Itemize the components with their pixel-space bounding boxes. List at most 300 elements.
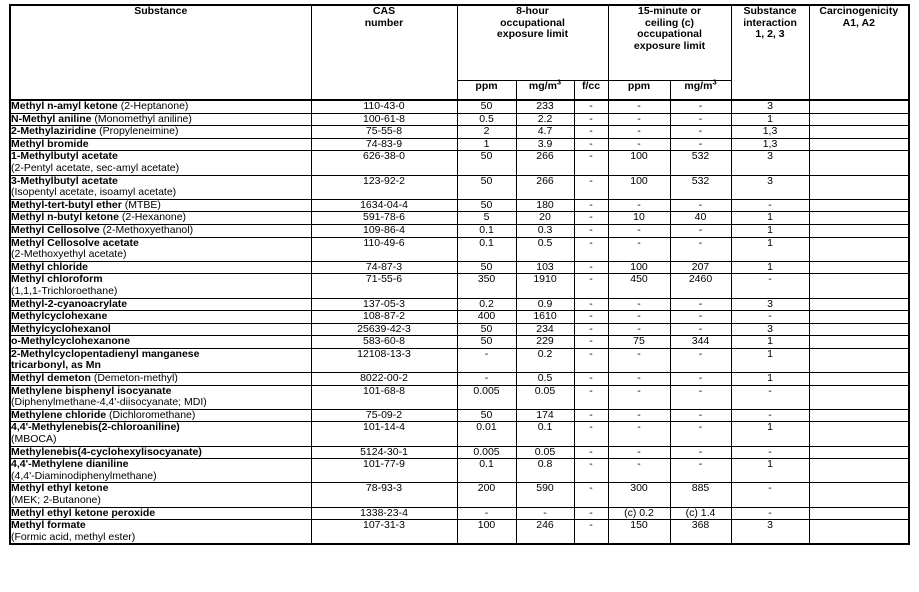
cell-carcinogenicity: [809, 274, 909, 298]
cell-mgm3-8hour: 103: [516, 261, 574, 274]
cell-mgm3-15min: -: [670, 126, 731, 139]
cell-substance-interaction: 3: [731, 100, 809, 113]
cell-ppm-8hour: 1: [457, 138, 516, 151]
cell-substance: [10, 237, 311, 261]
cell-ppm-15min: -: [608, 224, 670, 237]
cell-ppm-15min: -: [608, 348, 670, 372]
table-row: [10, 151, 909, 175]
cell-ppm-15min: 150: [608, 520, 670, 545]
mgm3-8hour-exponent: 3: [556, 77, 562, 87]
cell-carcinogenicity: [809, 483, 909, 507]
substance-name: Methyl bromide: [11, 137, 89, 150]
table-row: [10, 224, 909, 237]
cell-mgm3-15min: -: [670, 311, 731, 324]
cell-substance-interaction: 3: [731, 298, 809, 311]
cell-carcinogenicity: [809, 409, 909, 422]
col-header-15min-line4: exposure limit: [633, 39, 706, 52]
cell-substance-interaction: 3: [731, 151, 809, 175]
table-header: [10, 5, 909, 100]
cell-ppm-8hour: 50: [457, 199, 516, 212]
cell-fcc: -: [574, 336, 608, 349]
cell-ppm-8hour: 0.005: [457, 385, 516, 409]
cell-ppm-15min: -: [608, 298, 670, 311]
cell-carcinogenicity: [809, 199, 909, 212]
cell-substance: [10, 311, 311, 324]
cell-fcc: -: [574, 175, 608, 199]
table-row: [10, 446, 909, 459]
cell-substance: [10, 323, 311, 336]
cell-carcinogenicity: [809, 520, 909, 545]
col-header-interaction: [731, 5, 809, 100]
cell-mgm3-15min: -: [670, 224, 731, 237]
cell-ppm-8hour: 50: [457, 261, 516, 274]
substance-name: Methyl Cellosolve: [11, 223, 100, 236]
mgm3-15min-text: mg/m: [684, 80, 713, 92]
cell-substance-interaction: 1: [731, 261, 809, 274]
cell-ppm-15min: 75: [608, 336, 670, 349]
cell-mgm3-8hour: 180: [516, 199, 574, 212]
cell-substance-interaction: 1: [731, 348, 809, 372]
exposure-limits-table: [9, 4, 910, 545]
cell-fcc: -: [574, 151, 608, 175]
table-row: [10, 520, 909, 545]
cell-carcinogenicity: [809, 261, 909, 274]
cell-mgm3-15min: -: [670, 113, 731, 126]
cell-fcc: -: [574, 224, 608, 237]
cell-fcc: -: [574, 422, 608, 446]
cell-mgm3-15min: (c) 1.4: [670, 507, 731, 520]
cell-substance: [10, 113, 311, 126]
cell-ppm-8hour: 50: [457, 100, 516, 113]
cell-ppm-15min: 100: [608, 261, 670, 274]
substance-name: Methyl Cellosolve acetate: [11, 236, 139, 249]
cell-substance: [10, 298, 311, 311]
cell-ppm-15min: (c) 0.2: [608, 507, 670, 520]
cell-mgm3-8hour: 0.05: [516, 446, 574, 459]
cell-mgm3-8hour: 0.3: [516, 224, 574, 237]
cell-substance-interaction: -: [731, 385, 809, 409]
cell-ppm-15min: -: [608, 237, 670, 261]
cell-substance-interaction: -: [731, 507, 809, 520]
cell-substance: [10, 446, 311, 459]
cell-cas-number: 101-68-8: [311, 385, 457, 409]
cell-ppm-15min: 10: [608, 212, 670, 225]
cell-substance-interaction: 1: [731, 422, 809, 446]
table-row: [10, 237, 909, 261]
cell-substance: [10, 224, 311, 237]
cell-fcc: -: [574, 274, 608, 298]
cell-mgm3-8hour: 0.5: [516, 373, 574, 386]
col-header-15min-line1: 15-minute or: [638, 5, 702, 17]
cell-ppm-8hour: 400: [457, 311, 516, 324]
cell-substance: [10, 138, 311, 151]
cell-mgm3-8hour: 174: [516, 409, 574, 422]
cell-fcc: -: [574, 113, 608, 126]
cell-carcinogenicity: [809, 311, 909, 324]
cell-mgm3-15min: 368: [670, 520, 731, 545]
cell-cas-number: 101-14-4: [311, 422, 457, 446]
cell-cas-number: 626-38-0: [311, 151, 457, 175]
cell-mgm3-15min: 532: [670, 175, 731, 199]
substance-synonym: (2-Heptanone): [117, 100, 189, 112]
cell-cas-number: 591-78-6: [311, 212, 457, 225]
cell-mgm3-8hour: 20: [516, 212, 574, 225]
table-row: [10, 385, 909, 409]
cell-ppm-8hour: 50: [457, 175, 516, 199]
cell-cas-number: 74-83-9: [311, 138, 457, 151]
cell-ppm-15min: -: [608, 126, 670, 139]
cell-fcc: -: [574, 126, 608, 139]
col-header-carcinogenicity: [809, 5, 909, 100]
cell-fcc: -: [574, 237, 608, 261]
col-header-8hour-line2: occupational: [500, 16, 565, 29]
cell-fcc: -: [574, 323, 608, 336]
substance-name: 2-Methylaziridine: [11, 125, 97, 138]
cell-cas-number: 137-05-3: [311, 298, 457, 311]
header-group-row: [10, 5, 909, 81]
cell-ppm-8hour: 0.005: [457, 446, 516, 459]
col-header-carcinogenicity-line2: A1, A2: [842, 16, 875, 29]
cell-mgm3-15min: -: [670, 298, 731, 311]
cell-ppm-15min: -: [608, 199, 670, 212]
cell-mgm3-8hour: 4.7: [516, 126, 574, 139]
substance-synonym-line2: (2-Methoxyethyl acetate): [11, 248, 127, 261]
table-row: [10, 274, 909, 298]
cell-ppm-8hour: 50: [457, 336, 516, 349]
cell-mgm3-8hour: 233: [516, 100, 574, 113]
cell-ppm-8hour: 0.01: [457, 422, 516, 446]
cell-mgm3-8hour: 0.8: [516, 459, 574, 483]
cell-mgm3-8hour: 2.2: [516, 113, 574, 126]
substance-name: Methylene chloride: [11, 408, 107, 421]
cell-cas-number: 1634-04-4: [311, 199, 457, 212]
cell-cas-number: 1338-23-4: [311, 507, 457, 520]
cell-mgm3-8hour: 266: [516, 151, 574, 175]
substance-synonym: (Demeton-methyl): [90, 372, 178, 385]
substance-name: Methyl demeton: [11, 372, 91, 385]
cell-substance: [10, 212, 311, 225]
col-header-8hour: [457, 5, 608, 81]
table-row: [10, 261, 909, 274]
table-row: [10, 422, 909, 446]
cell-carcinogenicity: [809, 126, 909, 139]
cell-ppm-15min: 450: [608, 274, 670, 298]
cell-carcinogenicity: [809, 298, 909, 311]
cell-mgm3-8hour: 1610: [516, 311, 574, 324]
cell-ppm-8hour: -: [457, 348, 516, 372]
col-header-carcinogenicity-line1: Carcinogenicity: [819, 5, 899, 17]
col-header-interaction-line3: 1, 2, 3: [755, 28, 785, 41]
cell-mgm3-15min: -: [670, 422, 731, 446]
cell-carcinogenicity: [809, 336, 909, 349]
table-row: [10, 138, 909, 151]
substance-name: Methyl n-amyl ketone: [11, 100, 118, 112]
substance-name: 4,4'-Methylenebis(2-chloroaniline): [11, 421, 180, 434]
cell-mgm3-8hour: 0.1: [516, 422, 574, 446]
substance-name: 2-Methylcyclopentadienyl manganese: [11, 347, 200, 360]
cell-ppm-15min: 100: [608, 175, 670, 199]
cell-cas-number: 110-43-0: [311, 100, 457, 113]
cell-mgm3-15min: -: [670, 199, 731, 212]
substance-synonym: (Monomethyl aniline): [91, 112, 192, 125]
col-header-15min: [608, 5, 731, 81]
table-row: [10, 175, 909, 199]
substance-name: Methyl ethyl ketone peroxide: [11, 506, 156, 519]
cell-ppm-8hour: 50: [457, 323, 516, 336]
cell-carcinogenicity: [809, 385, 909, 409]
substance-name: o-Methylcyclohexanone: [11, 335, 131, 348]
cell-cas-number: 25639-42-3: [311, 323, 457, 336]
col-header-8hour-line3: exposure limit: [496, 28, 569, 41]
cell-carcinogenicity: [809, 422, 909, 446]
cell-fcc: -: [574, 507, 608, 520]
cell-substance: [10, 336, 311, 349]
col-header-substance-label: Substance: [134, 5, 188, 17]
substance-synonym: (2-Hexanone): [118, 211, 187, 224]
cell-fcc: -: [574, 373, 608, 386]
cell-ppm-8hour: 100: [457, 520, 516, 545]
substance-synonym: (MTBE): [121, 198, 161, 211]
cell-substance-interaction: 3: [731, 520, 809, 545]
cell-ppm-8hour: 50: [457, 409, 516, 422]
substance-synonym-line2: (Formic acid, methyl ester): [11, 530, 136, 543]
substance-synonym: (2-Methoxyethanol): [99, 223, 194, 236]
cell-mgm3-15min: -: [670, 409, 731, 422]
cell-substance: [10, 459, 311, 483]
cell-substance-interaction: 1: [731, 237, 809, 261]
cell-substance: [10, 422, 311, 446]
cell-mgm3-8hour: 0.9: [516, 298, 574, 311]
col-header-15min-line3: occupational: [637, 28, 702, 41]
cell-substance: [10, 151, 311, 175]
cell-mgm3-8hour: 3.9: [516, 138, 574, 151]
cell-carcinogenicity: [809, 237, 909, 261]
cell-substance-interaction: 1: [731, 113, 809, 126]
cell-cas-number: 71-55-6: [311, 274, 457, 298]
substance-name: Methylene bisphenyl isocyanate: [11, 384, 172, 397]
col-header-substance: [10, 5, 311, 100]
substance-name: Methylcyclohexane: [11, 310, 108, 323]
mgm3-8hour-text: mg/m: [528, 80, 557, 92]
cell-ppm-15min: -: [608, 373, 670, 386]
table-row: [10, 483, 909, 507]
cell-cas-number: 75-09-2: [311, 409, 457, 422]
cell-substance: [10, 520, 311, 545]
cell-fcc: -: [574, 348, 608, 372]
cell-cas-number: 5124-30-1: [311, 446, 457, 459]
cell-ppm-8hour: -: [457, 507, 516, 520]
cell-substance: [10, 385, 311, 409]
table-row: [10, 126, 909, 139]
cell-cas-number: 109-86-4: [311, 224, 457, 237]
substance-name: 4,4'-Methylene dianiline: [11, 458, 129, 471]
cell-mgm3-15min: -: [670, 100, 731, 113]
cell-fcc: -: [574, 385, 608, 409]
cell-mgm3-15min: 207: [670, 261, 731, 274]
substance-synonym-line2: (MBOCA): [11, 433, 57, 446]
cell-mgm3-15min: -: [670, 385, 731, 409]
cell-mgm3-15min: -: [670, 348, 731, 372]
cell-mgm3-15min: -: [670, 446, 731, 459]
substance-synonym: (Dichloromethane): [106, 408, 196, 421]
cell-cas-number: 8022-00-2: [311, 373, 457, 386]
cell-mgm3-15min: 2460: [670, 274, 731, 298]
cell-fcc: -: [574, 409, 608, 422]
cell-mgm3-15min: 344: [670, 336, 731, 349]
cell-carcinogenicity: [809, 224, 909, 237]
substance-name: Methyl chloroform: [11, 273, 103, 286]
cell-mgm3-15min: -: [670, 237, 731, 261]
cell-mgm3-8hour: 0.2: [516, 348, 574, 372]
cell-substance: [10, 199, 311, 212]
substance-name: 1-Methylbutyl acetate: [11, 150, 118, 163]
cell-mgm3-8hour: -: [516, 507, 574, 520]
cell-mgm3-8hour: 234: [516, 323, 574, 336]
table-row: [10, 336, 909, 349]
cell-ppm-15min: 100: [608, 151, 670, 175]
table-body: [10, 100, 909, 544]
cell-cas-number: 108-87-2: [311, 311, 457, 324]
cell-substance-interaction: 1: [731, 224, 809, 237]
cell-fcc: -: [574, 483, 608, 507]
substance-name: Methyl-tert-butyl ether: [11, 198, 122, 211]
cell-carcinogenicity: [809, 175, 909, 199]
cell-carcinogenicity: [809, 507, 909, 520]
cell-substance: [10, 507, 311, 520]
cell-ppm-8hour: 0.2: [457, 298, 516, 311]
cell-ppm-8hour: 5: [457, 212, 516, 225]
substance-synonym-line2: (4,4'-Diaminodiphenylmethane): [11, 469, 157, 482]
cell-cas-number: 12108-13-3: [311, 348, 457, 372]
col-header-cas-line2: number: [364, 16, 404, 29]
cell-cas-number: 78-93-3: [311, 483, 457, 507]
substance-name: 3-Methylbutyl acetate: [11, 174, 118, 187]
cell-mgm3-15min: -: [670, 323, 731, 336]
cell-fcc: -: [574, 138, 608, 151]
table-row: [10, 298, 909, 311]
cell-mgm3-8hour: 590: [516, 483, 574, 507]
cell-ppm-8hour: 350: [457, 274, 516, 298]
cell-substance: [10, 261, 311, 274]
table-row: [10, 459, 909, 483]
col-header-interaction-line1: Substance: [743, 5, 797, 17]
cell-fcc: -: [574, 100, 608, 113]
table-row: [10, 311, 909, 324]
table-row: [10, 100, 909, 113]
cell-carcinogenicity: [809, 459, 909, 483]
col-header-15min-line2: ceiling (c): [645, 16, 695, 29]
substance-synonym-line2: (Diphenylmethane-4,4'-diisocyanate; MDI): [11, 396, 207, 409]
cell-carcinogenicity: [809, 446, 909, 459]
cell-carcinogenicity: [809, 373, 909, 386]
cell-carcinogenicity: [809, 100, 909, 113]
substance-synonym: (Propyleneimine): [96, 125, 179, 138]
cell-cas-number: 123-92-2: [311, 175, 457, 199]
cell-substance-interaction: 1,3: [731, 138, 809, 151]
cell-substance: [10, 175, 311, 199]
substance-synonym-line2: (1,1,1-Trichloroethane): [11, 284, 118, 297]
col-header-mgm3-8hour: [516, 77, 574, 101]
cell-carcinogenicity: [809, 348, 909, 372]
cell-mgm3-15min: -: [670, 373, 731, 386]
substance-name: Methyl chloride: [11, 260, 89, 273]
cell-cas-number: 107-31-3: [311, 520, 457, 545]
substance-synonym-line2: tricarbonyl, as Mn: [11, 359, 101, 372]
substance-name: Methyl formate: [11, 519, 86, 532]
cell-ppm-8hour: 2: [457, 126, 516, 139]
table-row: [10, 212, 909, 225]
cell-substance-interaction: -: [731, 199, 809, 212]
substance-synonym-line2: (2-Pentyl acetate, sec-amyl acetate): [11, 161, 180, 174]
cell-fcc: -: [574, 298, 608, 311]
cell-cas-number: 110-49-6: [311, 237, 457, 261]
cell-mgm3-8hour: 1910: [516, 274, 574, 298]
substance-name: Methyl n-butyl ketone: [11, 211, 119, 224]
table-row: [10, 348, 909, 372]
cell-ppm-15min: -: [608, 459, 670, 483]
cell-ppm-15min: -: [608, 138, 670, 151]
cell-cas-number: 100-61-8: [311, 113, 457, 126]
cell-substance: [10, 100, 311, 113]
cell-carcinogenicity: [809, 113, 909, 126]
col-header-ppm-15min: ppm: [608, 81, 670, 101]
cell-fcc: -: [574, 199, 608, 212]
cell-ppm-8hour: 0.1: [457, 224, 516, 237]
cell-substance: [10, 409, 311, 422]
col-header-cas: [311, 5, 457, 100]
cell-substance: [10, 126, 311, 139]
cell-ppm-8hour: 50: [457, 151, 516, 175]
substance-name: N-Methyl aniline: [11, 112, 92, 125]
cell-mgm3-8hour: 0.5: [516, 237, 574, 261]
substance-name: Methyl-2-cyanoacrylate: [11, 297, 128, 310]
col-header-interaction-line2: interaction: [743, 16, 797, 29]
cell-ppm-8hour: 0.1: [457, 237, 516, 261]
cell-mgm3-8hour: 0.05: [516, 385, 574, 409]
col-header-8hour-line1: 8-hour: [516, 5, 549, 17]
cell-substance-interaction: 1: [731, 336, 809, 349]
cell-fcc: -: [574, 212, 608, 225]
cell-substance-interaction: -: [731, 409, 809, 422]
cell-mgm3-8hour: 229: [516, 336, 574, 349]
cell-ppm-8hour: 200: [457, 483, 516, 507]
table-row: [10, 373, 909, 386]
cell-mgm3-15min: 885: [670, 483, 731, 507]
cell-mgm3-15min: -: [670, 459, 731, 483]
cell-ppm-8hour: -: [457, 373, 516, 386]
cell-ppm-8hour: 0.1: [457, 459, 516, 483]
cell-ppm-15min: -: [608, 100, 670, 113]
cell-substance: [10, 348, 311, 372]
cell-ppm-15min: -: [608, 422, 670, 446]
substance-name: Methyl ethyl ketone: [11, 482, 109, 495]
cell-substance: [10, 274, 311, 298]
cell-fcc: -: [574, 520, 608, 545]
cell-mgm3-8hour: 266: [516, 175, 574, 199]
cell-substance-interaction: -: [731, 311, 809, 324]
cell-cas-number: 101-77-9: [311, 459, 457, 483]
table-row: [10, 323, 909, 336]
cell-cas-number: 74-87-3: [311, 261, 457, 274]
cell-substance-interaction: 1,3: [731, 126, 809, 139]
substance-name: Methylenebis(4-cyclohexylisocyanate): [11, 445, 202, 458]
cell-carcinogenicity: [809, 138, 909, 151]
col-header-ppm-8hour: ppm: [457, 81, 516, 101]
mgm3-15min-exponent: 3: [712, 77, 717, 87]
cell-fcc: -: [574, 459, 608, 483]
col-header-cas-line1: CAS: [372, 5, 396, 17]
cell-cas-number: 583-60-8: [311, 336, 457, 349]
